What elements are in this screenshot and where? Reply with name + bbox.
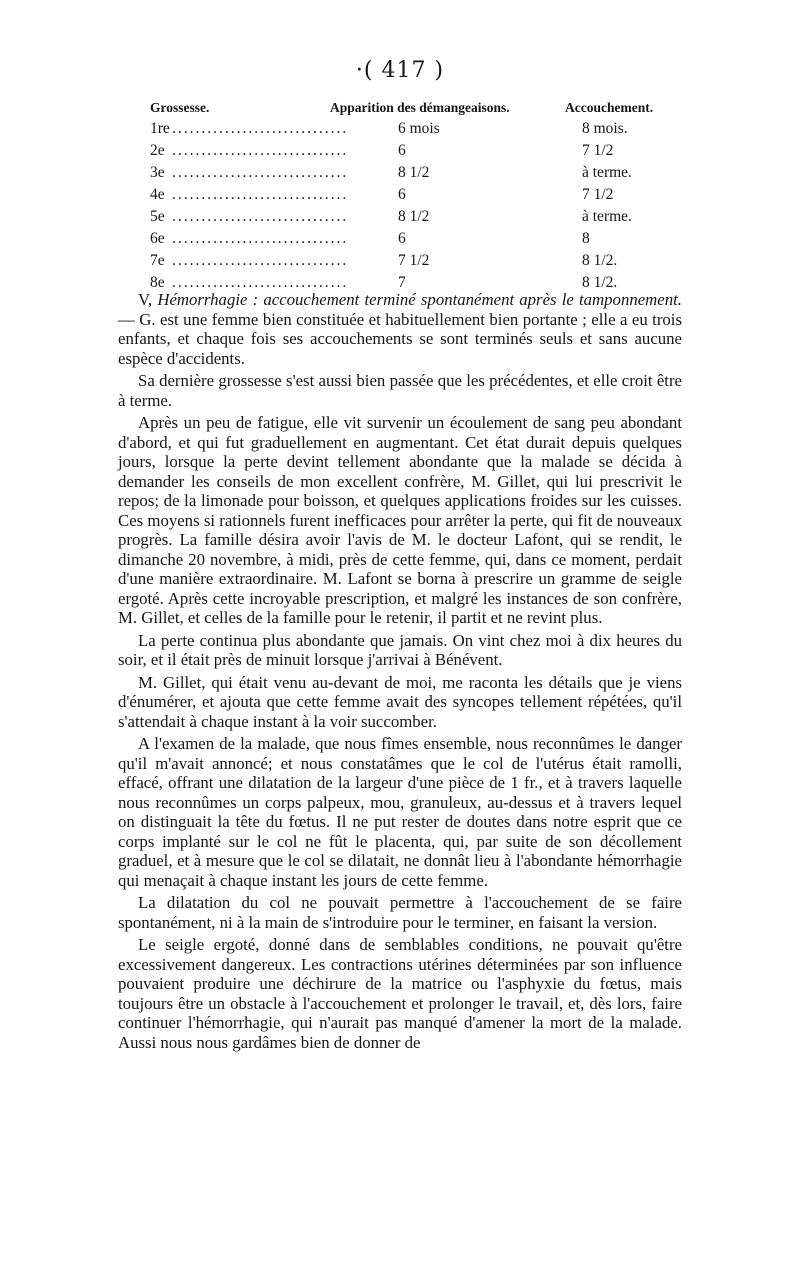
leader-dots: ..............................: [172, 164, 349, 181]
section-intro: [118, 290, 682, 368]
row-delivery: à terme.: [582, 208, 632, 225]
leader-dots: ..............................: [172, 252, 349, 269]
row-delivery: 8 1/2.: [582, 274, 618, 291]
row-delivery: 8 mois.: [582, 120, 628, 137]
paragraph: La perte continua plus abondante que jamais. On vint chez moi à dix heures du soir, et il était près de minuit lorsque j'arrivai à Bénévent.: [118, 630, 682, 669]
table-row: [0, 120, 800, 142]
table-header: [0, 100, 800, 122]
paragraph: Après un peu de fatigue, elle vit survenir un écoulement de sang peu abondant d'abord, et qui fut graduellement en augmentant. Cet état durait depuis quelques jours, lorsque la perte devint tellement abondante que la malade se décida à demander les conseils de mon excellent confrère, M. Gillet, qui lui prescrivit le repos; de la limonade pour boisson, et quelques applications froides sur les cuisses. Ces moyens si rationnels furent inefficaces pour arrêter la perte, qui fit de nouveaux progrès. La famille désira avoir l'avis de M. le docteur Lafont, qui se rendit, le dimanche 20 novembre, à midi, près de cette femme, qui, dans ce moment, perdait d'une manière extraordinaire. M. Lafont se borna à prescrire un gramme de seigle ergoté. Après cette incroyable prescription, et malgré les instances de son confrère, M. Gillet, et celles de la famille pour le retenir, il partit et ne revint plus.: [118, 413, 682, 627]
pregnancy-table: [0, 120, 800, 296]
leader-dots: ..............................: [172, 274, 349, 291]
row-pregnancy: 7e: [150, 252, 165, 269]
section-number: V,: [138, 290, 153, 309]
row-delivery: 7 1/2: [582, 142, 614, 159]
row-pregnancy: 3e: [150, 164, 165, 181]
section-title: Hémorrhagie : accouchement terminé spontanément après le tamponnement.: [157, 290, 682, 309]
row-pregnancy: 1re: [150, 120, 170, 137]
table-row: [0, 142, 800, 164]
paragraph: Le seigle ergoté, donné dans de semblables conditions, ne pouvait qu'être excessivement dangereux. Les contractions utérines déterminées par son influence pouvaient produire une déchirure de la matrice ou l'asphyxie du fœtus, mais toujours être un obstacle à l'accouchement et prolonger le travail, et, dès lors, faire continuer l'hémorrhagie, qui n'aurait pas manqué d'amener la mort de la malade. Aussi nous nous gardâmes bien de donner de: [118, 935, 682, 1052]
row-onset: 8 1/2: [398, 164, 430, 181]
leader-dots: ..............................: [172, 186, 349, 203]
row-delivery: 8: [582, 230, 590, 247]
row-delivery: 8 1/2.: [582, 252, 618, 269]
row-onset: 6: [398, 186, 406, 203]
paragraph: Sa dernière grossesse s'est aussi bien passée que les précédentes, et elle croit être à terme.: [118, 371, 682, 410]
leader-dots: ..............................: [172, 230, 349, 247]
row-onset: 6: [398, 142, 406, 159]
paragraph: A l'examen de la malade, que nous fîmes ensemble, nous reconnûmes le danger qu'il m'avait annoncé; et nous constatâmes que le col de l'utérus était ramolli, effacé, offrant une dilatation de la largeur d'une pièce de 1 fr., et à travers laquelle nous reconnûmes un corps palpeux, mou, granuleux, au-dessus et à travers lequel on distinguait la tête du fœtus. Il ne put rester de doutes dans notre esprit que ce corps implanté sur le col ne fût le placenta, qui, par suite de son décollement graduel, et à mesure que le col se dilatait, ne donnât lieu à l'abondante hémorrhagie qui menaçait à chaque instant les jours de cette femme.: [118, 734, 682, 890]
table-row: [0, 230, 800, 252]
row-delivery: à terme.: [582, 164, 632, 181]
page-number: ·( 417 ): [355, 58, 445, 83]
row-onset: 8 1/2: [398, 208, 430, 225]
row-onset: 6: [398, 230, 406, 247]
row-delivery: 7 1/2: [582, 186, 614, 203]
table-row: [0, 164, 800, 186]
body-text: [118, 290, 682, 1055]
row-onset: 6 mois: [398, 120, 440, 137]
table-row: [0, 252, 800, 274]
header-demangeaisons: Apparition des démangeaisons.: [330, 100, 510, 115]
paragraph: M. Gillet, qui était venu au-devant de moi, me raconta les détails que je viens d'énumérer, et ajouta que cette femme avait des syncopes tellement répétées, qu'il s'attendait à chaque instant à la voir succomber.: [118, 672, 682, 731]
table-row: [0, 186, 800, 208]
header-accouchement: Accouchement.: [565, 100, 654, 115]
row-pregnancy: 6e: [150, 230, 165, 247]
section-intro-text: — G. est une femme bien constituée et habituellement bien portante ; elle a eu trois enfants, et chaque fois ses accouchements se sont terminés seuls et sans aucune espèce d'accidents.: [118, 309, 682, 368]
leader-dots: ..............................: [172, 208, 349, 225]
row-pregnancy: 2e: [150, 142, 165, 159]
table-row: [0, 208, 800, 230]
row-pregnancy: 8e: [150, 274, 165, 291]
leader-dots: ..............................: [172, 120, 349, 137]
header-grossesse: Grossesse.: [150, 100, 210, 115]
paragraph: La dilatation du col ne pouvait permettre à l'accouchement de se faire spontanément, ni à la main de s'introduire pour le terminer, en faisant la version.: [118, 893, 682, 932]
row-pregnancy: 5e: [150, 208, 165, 225]
row-onset: 7 1/2: [398, 252, 430, 269]
row-onset: 7: [398, 274, 406, 291]
leader-dots: ..............................: [172, 142, 349, 159]
row-pregnancy: 4e: [150, 186, 165, 203]
